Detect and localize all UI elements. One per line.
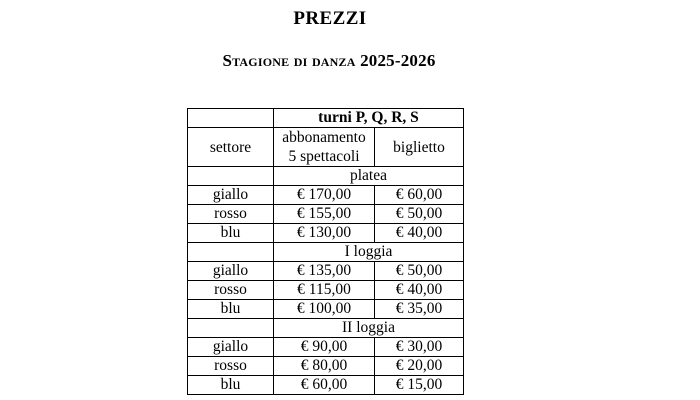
table-row	[188, 300, 464, 319]
abbonamento-price-cell: € 90,00	[274, 338, 375, 357]
sector-cell: blu	[188, 224, 274, 243]
sector-cell: giallo	[188, 186, 274, 205]
turni-row	[188, 109, 464, 128]
sector-cell: rosso	[188, 281, 274, 300]
abbonamento-line2: 5 spettacoli	[288, 148, 360, 165]
sector-cell: rosso	[188, 205, 274, 224]
section-title: II loggia	[274, 319, 464, 338]
biglietto-price-cell: € 40,00	[375, 224, 464, 243]
abbonamento-price-cell: € 155,00	[274, 205, 375, 224]
table-row	[188, 338, 464, 357]
abbonamento-price-cell: € 130,00	[274, 224, 375, 243]
section-title: I loggia	[274, 243, 464, 262]
table-row	[188, 262, 464, 281]
biglietto-price-cell: € 30,00	[375, 338, 464, 357]
section-row-i-loggia	[188, 243, 464, 262]
col-header-abbonamento	[274, 128, 375, 167]
sector-cell: blu	[188, 376, 274, 395]
page-title: PREZZI	[293, 8, 367, 29]
sector-cell: giallo	[188, 338, 274, 357]
turni-header: turni P, Q, R, S	[274, 109, 464, 128]
corner-empty-cell	[188, 109, 274, 128]
biglietto-price-cell: € 50,00	[375, 205, 464, 224]
abbonamento-price-cell: € 60,00	[274, 376, 375, 395]
biglietto-price-cell: € 35,00	[375, 300, 464, 319]
abbonamento-price-cell: € 80,00	[274, 357, 375, 376]
section-row-platea	[188, 167, 464, 186]
abbonamento-price-cell: € 170,00	[274, 186, 375, 205]
abbonamento-price-cell: € 115,00	[274, 281, 375, 300]
empty-cell	[188, 167, 274, 186]
sector-cell: rosso	[188, 357, 274, 376]
table-row	[188, 281, 464, 300]
table-row	[188, 186, 464, 205]
section-title: platea	[274, 167, 464, 186]
sector-cell: giallo	[188, 262, 274, 281]
table-row	[188, 357, 464, 376]
abbonamento-line1: abbonamento	[282, 129, 366, 146]
abbonamento-price-cell: € 100,00	[274, 300, 375, 319]
biglietto-price-cell: € 60,00	[375, 186, 464, 205]
biglietto-price-cell: € 20,00	[375, 357, 464, 376]
sector-cell: blu	[188, 300, 274, 319]
empty-cell	[188, 319, 274, 338]
table-row	[188, 205, 464, 224]
table-row	[188, 224, 464, 243]
empty-cell	[188, 243, 274, 262]
biglietto-price-cell: € 50,00	[375, 262, 464, 281]
section-row-ii-loggia	[188, 319, 464, 338]
col-header-settore: settore	[188, 128, 274, 167]
table-row	[188, 376, 464, 395]
biglietto-price-cell: € 15,00	[375, 376, 464, 395]
page-subtitle: Stagione di danza 2025-2026	[222, 51, 436, 70]
biglietto-price-cell: € 40,00	[375, 281, 464, 300]
prices-table	[187, 108, 464, 395]
column-header-row	[188, 128, 464, 167]
col-header-biglietto: biglietto	[375, 128, 464, 167]
abbonamento-price-cell: € 135,00	[274, 262, 375, 281]
